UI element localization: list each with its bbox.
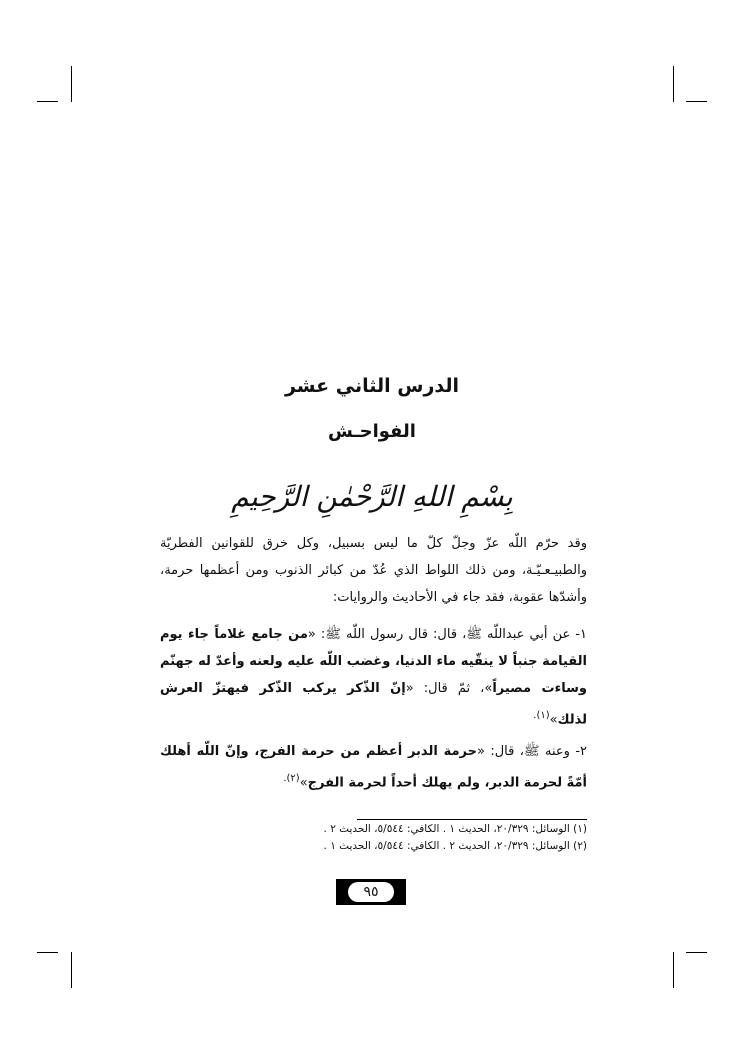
crop-mark-bottom-right-vertical — [673, 952, 674, 988]
crop-mark-top-left-vertical — [71, 66, 72, 102]
page-number: ٩٥ — [348, 882, 394, 902]
hadith-2-end: » — [299, 775, 308, 791]
crop-mark-top-left-horizontal — [37, 101, 58, 102]
crop-mark-top-right-horizontal — [686, 101, 707, 102]
crop-mark-bottom-left-horizontal — [37, 952, 58, 953]
footnote-2: (٢) الوسائل: ٢٠/٣٢٩، الحديث ٢ . الكافي: ٥/٥٤٤، الحديث ١ . — [323, 840, 587, 852]
crop-mark-bottom-right-horizontal — [686, 952, 707, 953]
hadith-1-quote-a: من جامع غلاماً جاء يوم القيامة جنباً لا ينقّيه ماء الدنيا، وغضب اللّه عليه ولعنه وأعدّ له جهنّم وساءت مصيراً — [160, 627, 587, 696]
lesson-subtitle: الفواحـش — [328, 421, 416, 442]
intro-paragraph: وقد حرّم اللّه عزّ وجلّ كلّ ما ليس بسبيل، وكل خرق للقوانين الفطريّة والطبيـعـيّـة، ومن ذلك اللواط الذي عُدّ من كبائر الذنوب ومن أعظمها حرمة، وأشدّها عقوبة، فقد جاء في الأحاديث والروايات: — [160, 536, 587, 605]
lesson-title: الدرس الثاني عشر — [284, 375, 460, 397]
hadith-1 — [160, 621, 587, 733]
page-number-box — [336, 879, 406, 905]
hadith-2-ref: (٢). — [283, 773, 300, 784]
footnote-1: (١) الوسائل: ٢٠/٣٢٩، الحديث ١ . الكافي: ٥/٥٤٤، الحديث ٢ . — [323, 823, 587, 835]
crop-mark-bottom-left-vertical — [71, 952, 72, 988]
hadith-1-intro: ١- عن أبي عبداللّه ﷺ، قال: قال رسول اللّه ﷺ: « — [307, 627, 587, 642]
hadith-2-quote: حرمة الدبر أعظم من حرمة الفرج، وإنّ اللّه أهلك أمّةً لحرمة الدبر، ولم يهلك أحداً لحرمة الفرج — [160, 744, 587, 791]
basmala-calligraphy: بِسْمِ اللهِ الرَّحْمٰنِ الرَّحِيمِ — [231, 480, 513, 513]
hadith-1-ref: (١). — [533, 710, 550, 721]
hadith-1-mid: »، ثمّ قال: « — [405, 681, 493, 696]
crop-mark-top-right-vertical — [673, 66, 674, 102]
hadith-2-intro: ٢- وعنه ﷺ، قال: « — [476, 744, 587, 759]
hadith-1-end: » — [549, 712, 558, 728]
hadith-1-quote-b: إنّ الذّكر يركب الذّكر فيهتزّ العرش لذلك — [160, 681, 587, 728]
footnote-separator — [357, 819, 587, 820]
hadith-2 — [160, 738, 587, 796]
